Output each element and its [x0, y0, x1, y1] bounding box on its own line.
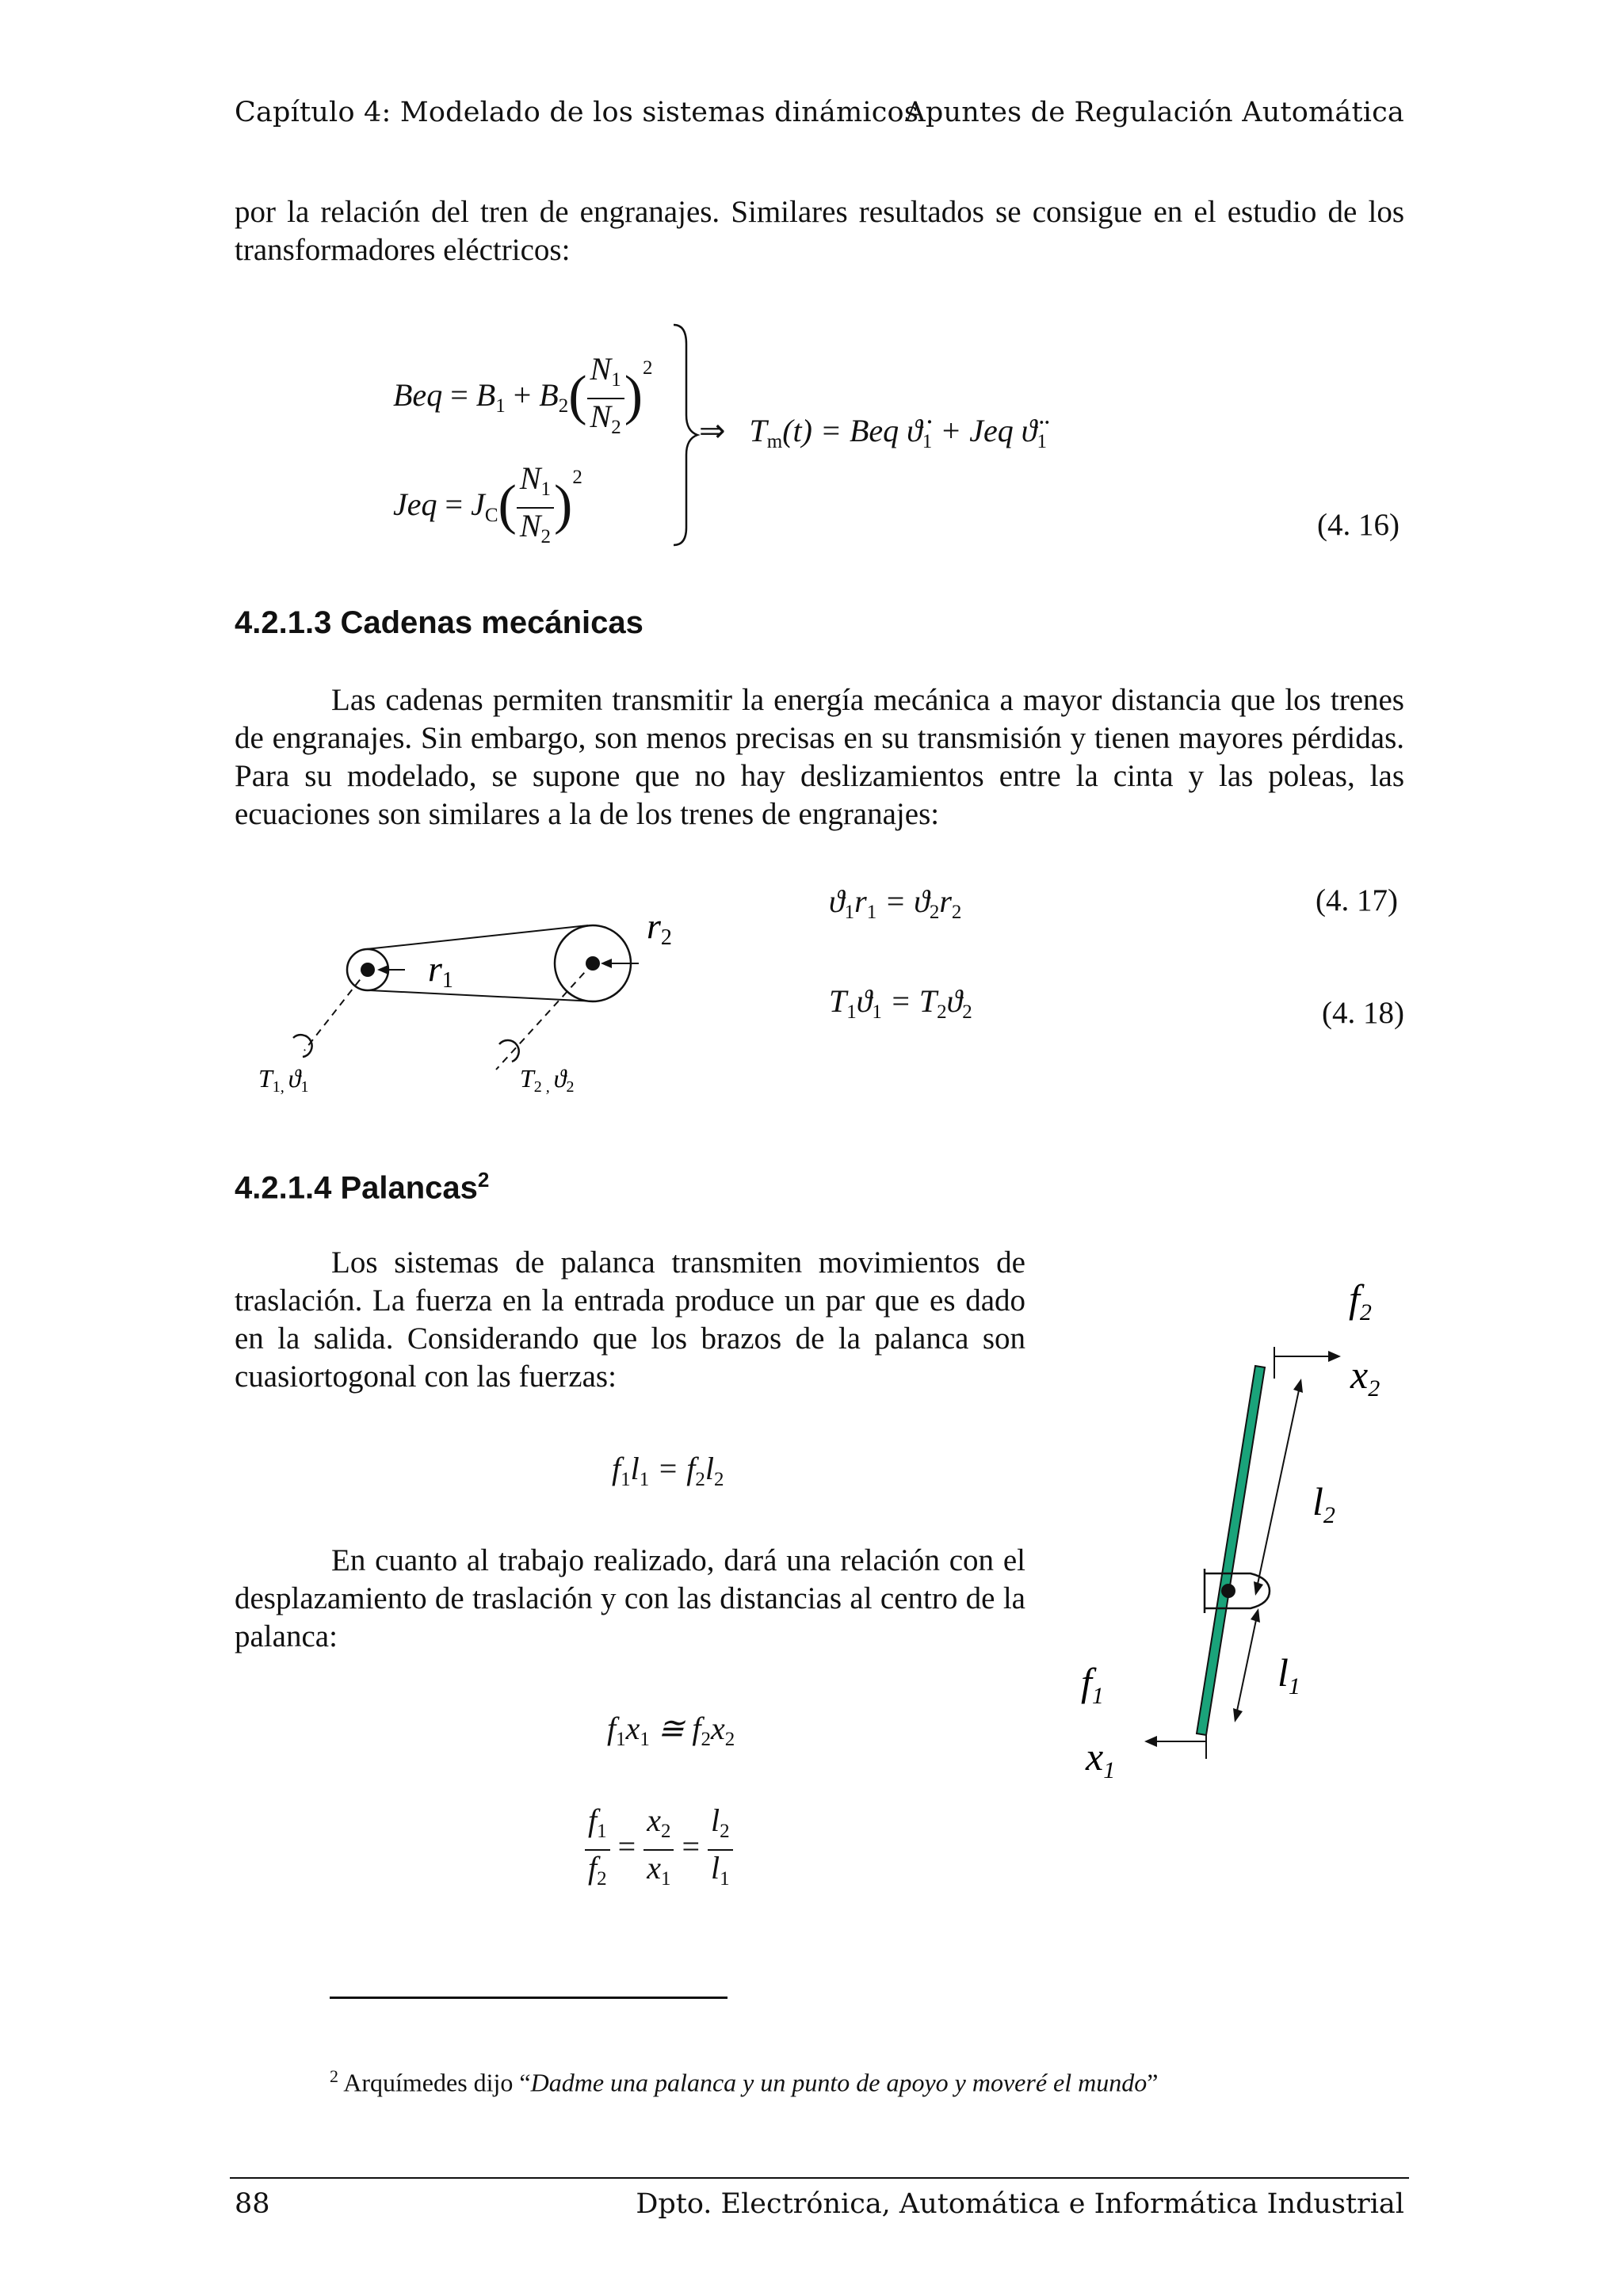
l1-dimension-line	[1236, 1616, 1257, 1714]
r1-label: r1	[428, 948, 453, 993]
page-number: 88	[235, 2188, 270, 2220]
equation-4-17: $ϑ_1r_1 = ϑ_2r_2$	[829, 883, 962, 923]
running-header-left: Capítulo 4: Modelado de los sistemas dinámicos	[235, 97, 918, 128]
shaft-1-dashed	[304, 970, 368, 1051]
footnote-reference[interactable]: 2	[477, 1168, 490, 1192]
t2-theta2-label: T2 , ϑ2	[520, 1064, 575, 1096]
lever-equation-work: $f_1x_1$ ≅ $f_2x_2$	[607, 1711, 735, 1750]
l2-label: $l_2$	[1312, 1479, 1335, 1528]
lever-equation-force-length: $f_1l_1 = f_2l_2$	[612, 1451, 724, 1490]
r2-label: r2	[647, 906, 672, 950]
beq-equation: Beq = $B_1 + B_2$( $\frac{N_1}{N_2}$ )$^2$	[393, 351, 653, 438]
f1-label: $f_1$	[1081, 1660, 1104, 1709]
section-heading-4-2-1-3: 4.2.1.3 Cadenas mecánicas	[235, 605, 643, 640]
equation-number-4-16: (4. 16)	[1317, 508, 1400, 542]
lever-equation-ratios: $\frac{f_1}{f_2}$ = $\frac{x_2}{x_1}$ = $\frac{l_2}{l_1}$	[585, 1803, 733, 1897]
torque-arc-1	[293, 1035, 312, 1057]
torque-arc-2	[499, 1040, 519, 1062]
levers-paragraph-1: Los sistemas de palanca transmiten movimientos de traslación. La fuerza en la entrada produce un par que es dado en la salida. Considerando que los brazos de la palanca son cuasiortogonal con las fuerzas:	[235, 1245, 1025, 1394]
chain-belt-bottom	[369, 990, 596, 1001]
running-header-right: Apuntes de Regulación Automática	[905, 97, 1404, 128]
chain-pulley-diagram	[235, 903, 710, 1109]
lever-bar	[1197, 1366, 1265, 1735]
l1-label: $l_1$	[1277, 1650, 1300, 1699]
torque-equation: ⇒ $T_m(t)$ = Beq $ϑ̇_1$ + Jeq $ϑ̈_1$	[699, 413, 1047, 452]
footnote-separator	[330, 1997, 727, 1999]
f2-label: $f_2$	[1349, 1276, 1372, 1325]
chains-paragraph: Las cadenas permiten transmitir la energía mecánica a mayor distancia que los trenes de engranajes. Sin embargo, son menos precisas en su transmisión y tienen mayores pérdidas. Para su modelado, se supone que no hay deslizamientos entre la cinta y las poleas, las ecuaciones son similares a la de los trenes de engranajes:	[235, 683, 1404, 831]
intro-paragraph: por la relación del tren de engranajes. Similares resultados se consigue en el estudio de los transformadores eléctricos:	[235, 195, 1404, 267]
chain-belt-top	[366, 925, 588, 949]
x2-label: $x_2$	[1350, 1352, 1381, 1402]
footnote: $^2$ Arquímedes dijo “Dadme una palanca y un punto de apoyo y moveré el mundo”	[330, 2066, 1159, 2097]
equation-number-4-18: (4. 18)	[1322, 996, 1404, 1030]
footer-department: Dpto. Electrónica, Automática e Informática Industrial	[636, 2188, 1404, 2220]
jeq-equation: Jeq = $J_C$( $\frac{N_1}{N_2}$ )$^2$	[393, 460, 582, 547]
x1-label: $x_1$	[1086, 1734, 1116, 1783]
equation-4-16	[393, 320, 1423, 550]
t1-theta1-label: T1, ϑ1	[258, 1064, 309, 1096]
shaft-2-dashed	[496, 963, 593, 1070]
equation-number-4-17: (4. 17)	[1316, 883, 1398, 917]
levers-paragraph-2: En cuanto al trabajo realizado, dará una relación con el desplazamiento de traslación y con las distancias al centro de la palanca:	[235, 1543, 1025, 1653]
footer-rule	[230, 2177, 1409, 2179]
l2-dimension-line	[1257, 1386, 1300, 1588]
section-heading-4-2-1-4: 4.2.1.4 Palancas$^2$	[235, 1168, 490, 1206]
right-brace	[670, 320, 702, 550]
equation-4-18: $T_1ϑ_1 = T_2ϑ_2$	[829, 983, 972, 1023]
lever-diagram	[1062, 1268, 1442, 1822]
